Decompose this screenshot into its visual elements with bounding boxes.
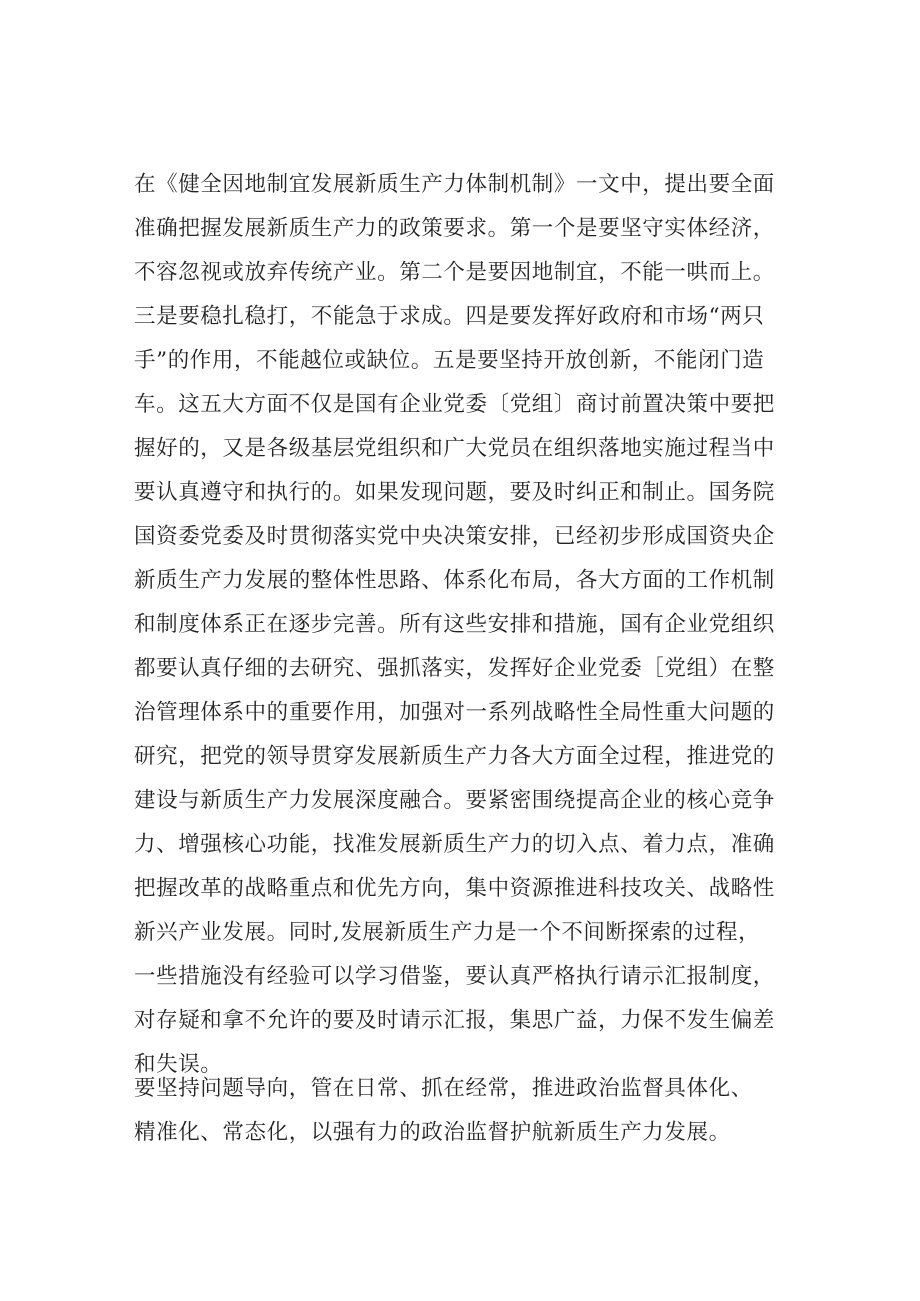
paragraph-line: 不容忽视或放弃传统产业。第二个是要因地制宜，不能一哄而上。: [134, 260, 775, 285]
paragraph-line: 新质生产力发展的整体性思路、体系化布局，各大方面的工作机制: [134, 568, 775, 593]
paragraph-line: 要认真遵守和执行的。如果发现问题，要及时纠正和制止。国务院: [134, 480, 775, 505]
paragraph-line: 一些措施没有经验可以学习借鉴，要认真严格执行请示汇报制度，: [134, 964, 775, 989]
paragraph-line: 研究，把党的领导贯穿发展新质生产力各大方面全过程，推进党的: [134, 744, 775, 769]
paragraph-line: 在《健全因地制宜发展新质生产力体制机制》一文中，提出要全面: [134, 172, 775, 197]
paragraph-line: 把握改革的战略重点和优先方向，集中资源推进科技攻关、战略性: [134, 876, 775, 901]
paragraph-line: 车。这五大方面不仅是国有企业党委〔党组〕商讨前置决策中要把: [134, 392, 775, 417]
paragraph-line: 三是要稳扎稳打，不能急于求成。四是要发挥好政府和市场“两只: [134, 304, 765, 329]
paragraph-line: 准确把握发展新质生产力的政策要求。第一个是要坚守实体经济，: [134, 216, 775, 241]
paragraph-line: 新兴产业发展。同时,发展新质生产力是一个不间断探索的过程，: [134, 920, 761, 945]
paragraph-line: 手”的作用，不能越位或缺位。五是要坚持开放创新，不能闭门造: [134, 348, 765, 373]
paragraph-line: 建设与新质生产力发展深度融合。要紧密围绕提高企业的核心竞争: [134, 788, 775, 813]
paragraph-line: 对存疑和拿不允许的要及时请示汇报，集思广益，力保不发生偏差: [134, 1008, 775, 1033]
paragraph-line: 要坚持问题导向，管在日常、抓在经常，推进政治监督具体化、: [134, 1076, 753, 1101]
paragraph-line: 都要认真仔细的去研究、强抓落实，发挥好企业党委［党组）在整: [134, 656, 775, 681]
paragraph-line: 力、增强核心功能，找准发展新质生产力的切入点、着力点，准确: [134, 832, 775, 857]
paragraph-line: 精准化、常态化，以强有力的政治监督护航新质生产力发展。: [134, 1120, 731, 1145]
paragraph-line: 和失误。: [134, 1052, 223, 1077]
paragraph-line: 握好的，又是各级基层党组织和广大党员在组织落地实施过程当中: [134, 436, 775, 461]
paragraph-line: 国资委党委及时贯彻落实党中央决策安排，已经初步形成国资央企: [134, 524, 775, 549]
paragraph-line: 和制度体系正在逐步完善。所有这些安排和措施，国有企业党组织: [134, 612, 775, 637]
paragraph-1: [134, 163, 814, 1087]
paragraph-line: 治管理体系中的重要作用，加强对一系列战略性全局性重大问题的: [134, 700, 775, 725]
paragraph-2: [134, 1067, 814, 1155]
